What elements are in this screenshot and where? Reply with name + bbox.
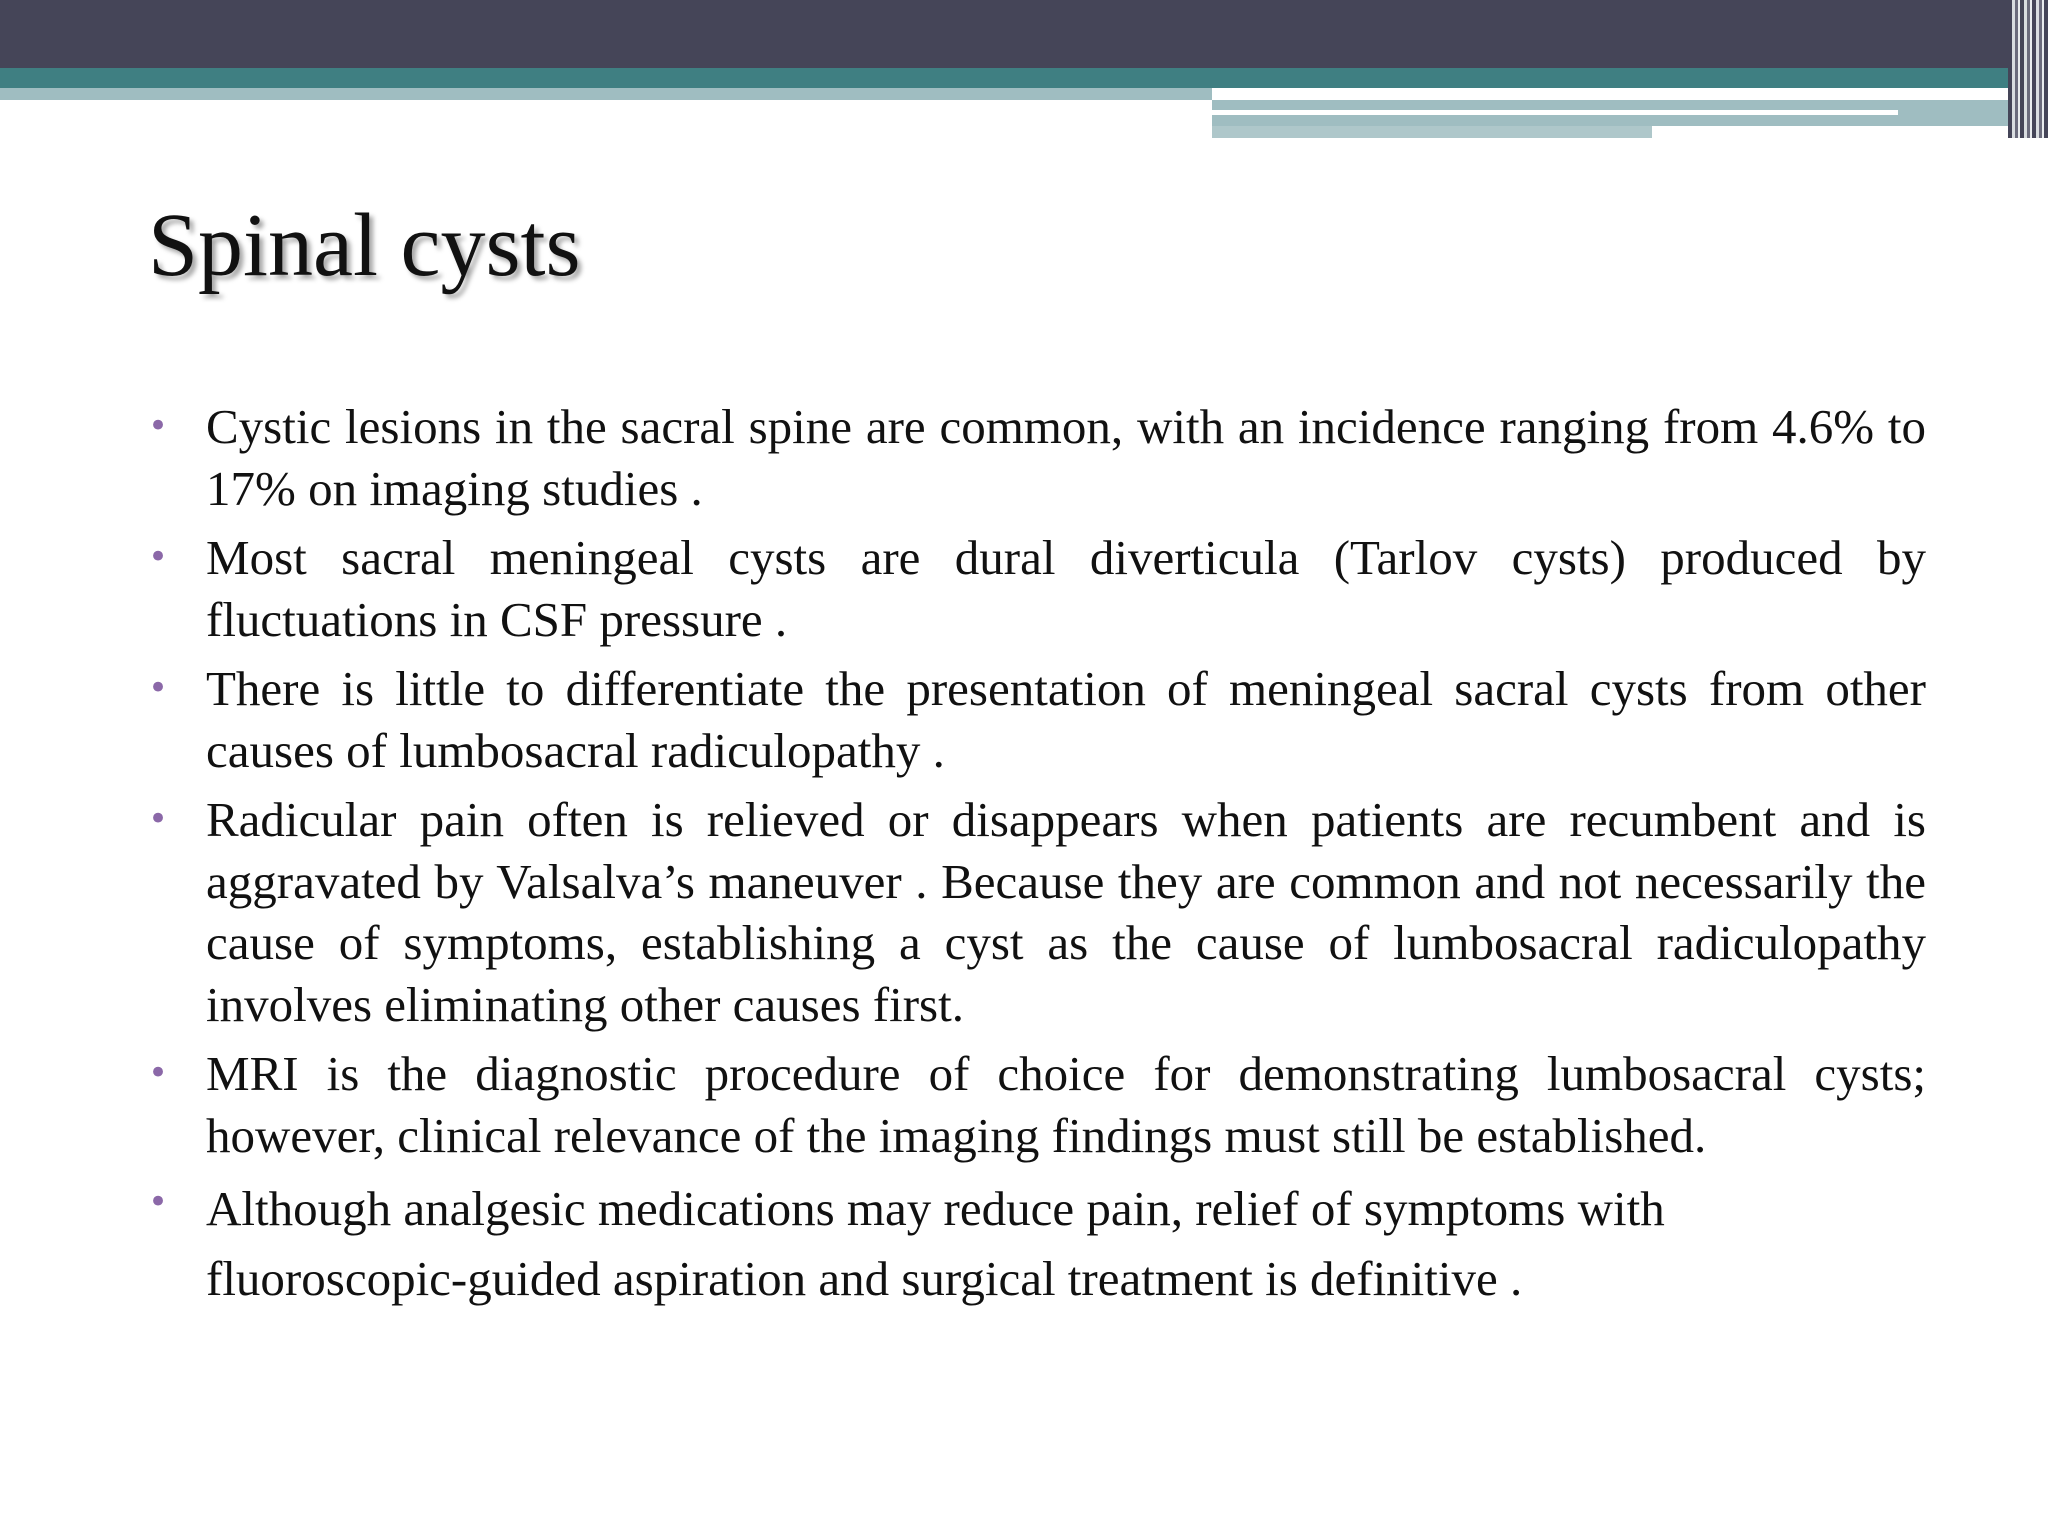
bullet-text: There is little to differentiate the presentation of meningeal sacral cysts from other causes of lumbosacral radiculopathy . <box>206 661 1926 778</box>
bullet-item <box>148 658 1926 781</box>
bullet-item <box>148 1174 1926 1314</box>
header-dark-band <box>0 0 2048 68</box>
bullet-marker: • <box>148 537 169 577</box>
bullet-marker: • <box>148 799 169 839</box>
bullet-marker: • <box>148 1053 169 1093</box>
header-thin-line <box>1212 110 1898 115</box>
header-light-band-right-lower <box>1212 126 1652 138</box>
bullet-text: Radicular pain often is relieved or disappears when patients are recumbent and is aggravated by Valsalva’s maneuver . Because they are common and not necessarily the cause of symptoms, establishing a cyst as the cause of lumbosacral radiculopathy involves eliminating other causes first. <box>206 792 1926 1032</box>
header-edge-stripes <box>2008 0 2048 138</box>
bullet-item <box>148 396 1926 519</box>
bullet-text: Although analgesic medications may reduce pain, relief of symptoms with fluoroscopic-guided aspiration and surgical treatment is definitive . <box>206 1181 1665 1306</box>
bullet-list <box>148 396 1926 1322</box>
header-teal-band <box>0 68 2048 90</box>
header-white-gap <box>1212 88 2048 100</box>
slide-title: Spinal cysts <box>148 196 581 295</box>
bullet-marker: • <box>148 1182 169 1222</box>
bullet-text: Most sacral meningeal cysts are dural diverticula (Tarlov cysts) produced by fluctuations in CSF pressure . <box>206 530 1926 647</box>
bullet-marker: • <box>148 406 169 446</box>
header-light-band-left <box>0 88 1212 100</box>
bullet-item <box>148 789 1926 1035</box>
bullet-item <box>148 1043 1926 1166</box>
bullet-text: Cystic lesions in the sacral spine are common, with an incidence ranging from 4.6% to 17% on imaging studies . <box>206 399 1926 516</box>
bullet-text: MRI is the diagnostic procedure of choice for demonstrating lumbosacral cysts; however, clinical relevance of the imaging findings must still be established. <box>206 1046 1926 1163</box>
bullet-marker: • <box>148 668 169 708</box>
bullet-item <box>148 527 1926 650</box>
